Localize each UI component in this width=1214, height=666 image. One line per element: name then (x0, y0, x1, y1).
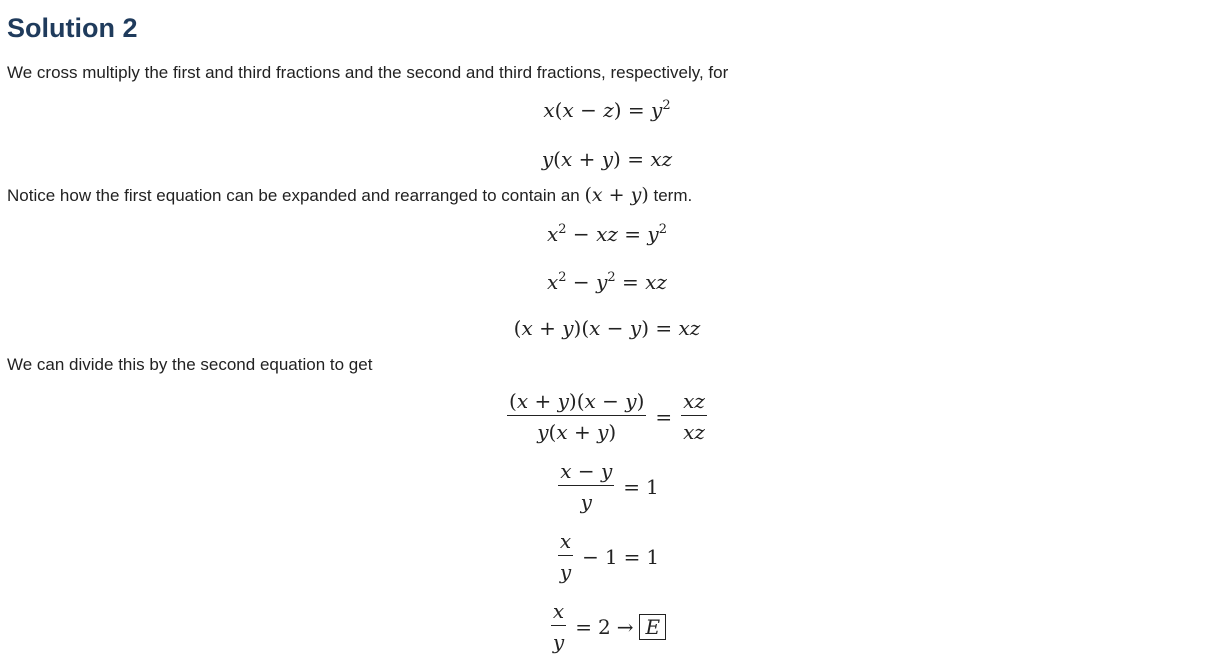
equation-2: y(x + y) = xz (541, 147, 673, 171)
equation-1: $x(x - z) = y^2$ (543, 98, 671, 122)
equation-4: $x^2 - y^2$ = xz (547, 270, 667, 294)
fraction-x-over-y: $\frac{x}{y}$ (559, 529, 572, 584)
answer-box: E (639, 614, 666, 640)
paragraph-notice (7, 184, 692, 207)
paragraph-divide: We can divide this by the second equation to get (7, 355, 373, 374)
fraction-x-minus-y-over-y: $\frac{x - y}{y}$ (560, 459, 613, 514)
page-title: Solution 2 (7, 13, 138, 43)
paragraph-notice-tail: term. (653, 186, 693, 205)
equation-6: $\frac{(x + y)(x - y)}{y(x + y)}$ = $\frac{xz}{xz}$ (509, 389, 705, 444)
inline-math-term: (x + y) (584, 184, 649, 206)
equation-9: $\frac{x}{y}$ = 2 → E (0, 598, 1214, 654)
fraction-x-over-y-final: $\frac{x}{y}$ (552, 599, 565, 654)
equation-5: (x + y)(x − y) = xz (513, 316, 701, 340)
fraction-left: $\frac{(x + y)(x - y)}{y(x + y)}$ (509, 389, 645, 444)
fraction-right: $\frac{xz}{xz}$ (683, 389, 705, 444)
equation-7: $\frac{x - y}{y}$ = 1 (560, 459, 659, 514)
equation-8: $\frac{x}{y}$ − 1 = 1 (559, 529, 660, 584)
equation-3: $x^2$ − xz = $y^2$ (547, 222, 667, 246)
paragraph-notice-text: Notice how the first equation can be expanded and rearranged to contain an (7, 186, 580, 205)
paragraph-cross-multiply: We cross multiply the first and third fractions and the second and third fractions, respectively, for (7, 63, 729, 82)
